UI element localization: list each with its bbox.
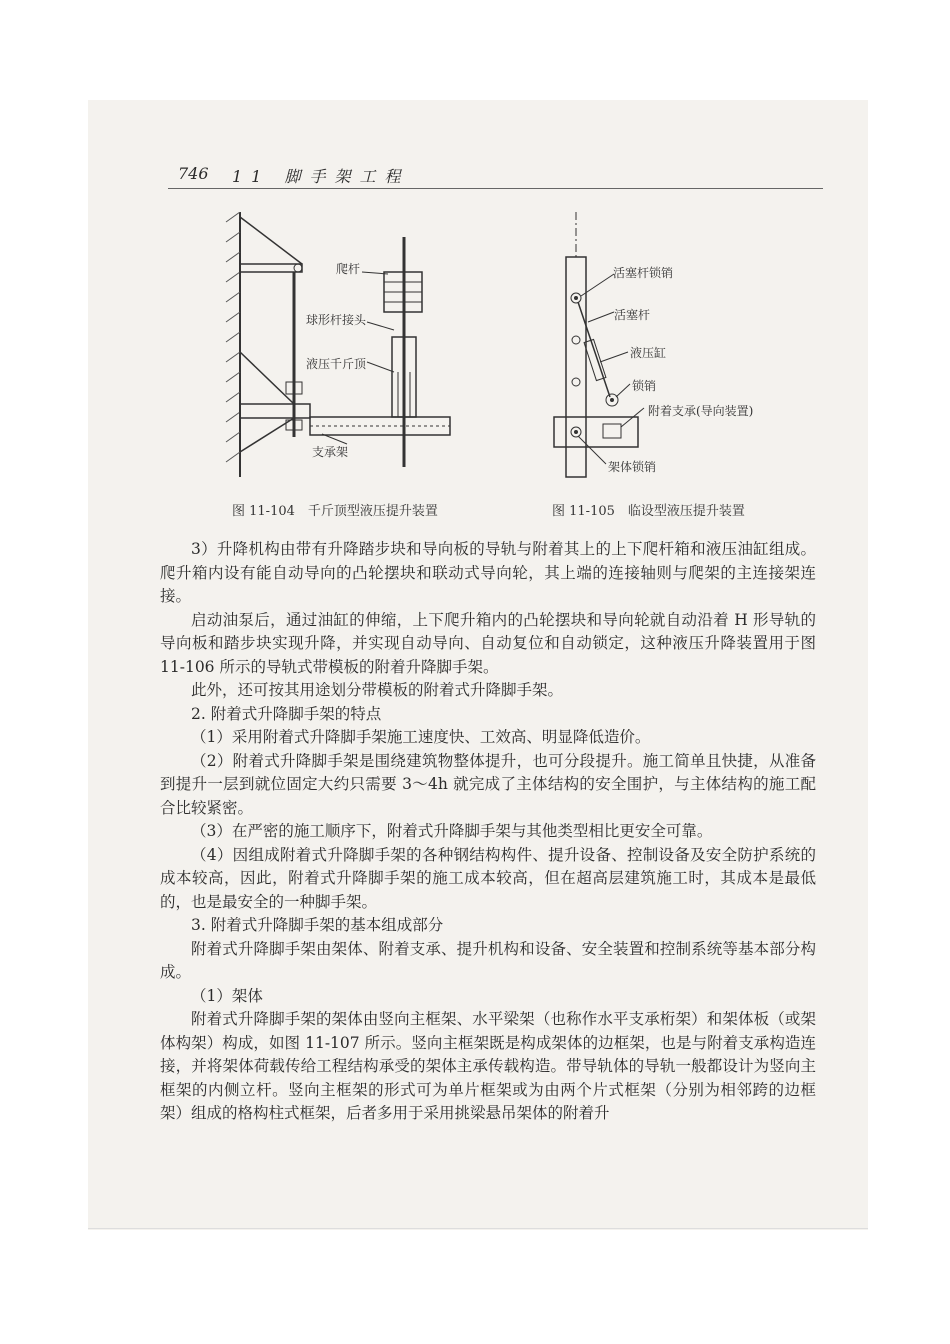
paragraph: 附着式升降脚手架由架体、附着支承、提升机构和设备、安全装置和控制系统等基本部分构成。 bbox=[160, 939, 816, 981]
page-edge-divider bbox=[88, 1228, 868, 1229]
section-heading: 3. 附着式升降脚手架的基本组成部分 bbox=[191, 916, 444, 934]
label-piston-rod: 活塞杆 bbox=[614, 308, 651, 322]
paragraph: （3）在严密的施工顺序下，附着式升降脚手架与其他类型相比更安全可靠。 bbox=[191, 822, 713, 840]
label-lock-pin: 锁销 bbox=[632, 379, 657, 393]
paragraph: （1）采用附着式升降脚手架施工速度快、工效高、明显降低造价。 bbox=[191, 728, 651, 746]
figure-11-104-caption: 图 11-104 千斤顶型液压提升装置 bbox=[232, 504, 438, 519]
label-hydraulic-cylinder: 液压缸 bbox=[630, 346, 667, 360]
chapter-title: 11 脚手架工程 bbox=[232, 167, 410, 186]
figure-11-105-caption: 图 11-105 临设型液压提升装置 bbox=[552, 504, 745, 519]
label-frame-lock-pin: 架体锁销 bbox=[608, 460, 657, 474]
paragraph: 此外，还可按其用途划分带模板的附着式升降脚手架。 bbox=[191, 681, 564, 699]
label-ball-joint: 球形杆接头 bbox=[306, 313, 367, 327]
paragraph: （4）因组成附着式升降脚手架的各种钢结构构件、提升设备、控制设备及安全防护系统的成本较高，因此，附着式升降脚手架的施工成本较高，但在超高层建筑施工时，其成本是最低的，也是最安全的一种脚手架。 bbox=[160, 845, 816, 911]
label-support-frame: 支承架 bbox=[312, 445, 349, 459]
label-hydraulic-jack: 液压千斤顶 bbox=[306, 357, 367, 371]
figure-11-104-diagram bbox=[222, 212, 472, 482]
label-piston-rod-lock-pin: 活塞杆锁销 bbox=[613, 266, 674, 280]
paragraph: 附着式升降脚手架的架体由竖向主框架、水平梁架（也称作水平支承桁架）和架体板（或架体构架）构成，如图 11-107 所示。竖向主框架既是构成架体的边框架，也是与附着支承构造连接，并将架体荷载传给工程结构承受的架体主承传载构造。带导轨体的导轨一般都设计为竖向主框架的内侧立杆。竖向主框架的形式可为单片框架或为由两个片式框架（分别为相邻跨的边框架）组成的格构柱式框架，后者多用于采用挑梁悬吊架体的附着升 bbox=[160, 1010, 816, 1122]
subsection-heading: （1）架体 bbox=[191, 986, 263, 1005]
paragraph: （2）附着式升降脚手架是围绕建筑物整体提升，也可分段提升。施工简单且快捷，从准备到提升一层到就位固定大约只需要 3～4h 就完成了主体结构的安全围护，与主体结构的施工配合比较紧密。 bbox=[160, 751, 816, 817]
paragraph: 启动油泵后，通过油缸的伸缩，上下爬升箱内的凸轮摆块和导向轮就自动沿着 H 形导轨的导向板和踏步块实现升降，并实现自动导向、自动复位和自动锁定，这种液压升降装置用于图 11-106 所示的导轨式带模板的附着升降脚手架。 bbox=[160, 610, 816, 676]
paragraph: 3）升降机构由带有升降踏步块和导向板的导轨与附着其上的上下爬杆箱和液压油缸组成。爬升箱内设有能自动导向的凸轮摆块和联动式导向轮，其上端的连接轴则与爬架的主连接架连接。 bbox=[160, 540, 816, 605]
section-heading: 2. 附着式升降脚手架的特点 bbox=[191, 704, 382, 723]
running-header bbox=[168, 160, 823, 189]
label-climb-rod: 爬杆 bbox=[336, 262, 361, 276]
page-number: 746 bbox=[178, 164, 209, 183]
body-text bbox=[160, 538, 816, 1126]
label-attach-support: 附着支承(导向装置) bbox=[648, 404, 754, 418]
